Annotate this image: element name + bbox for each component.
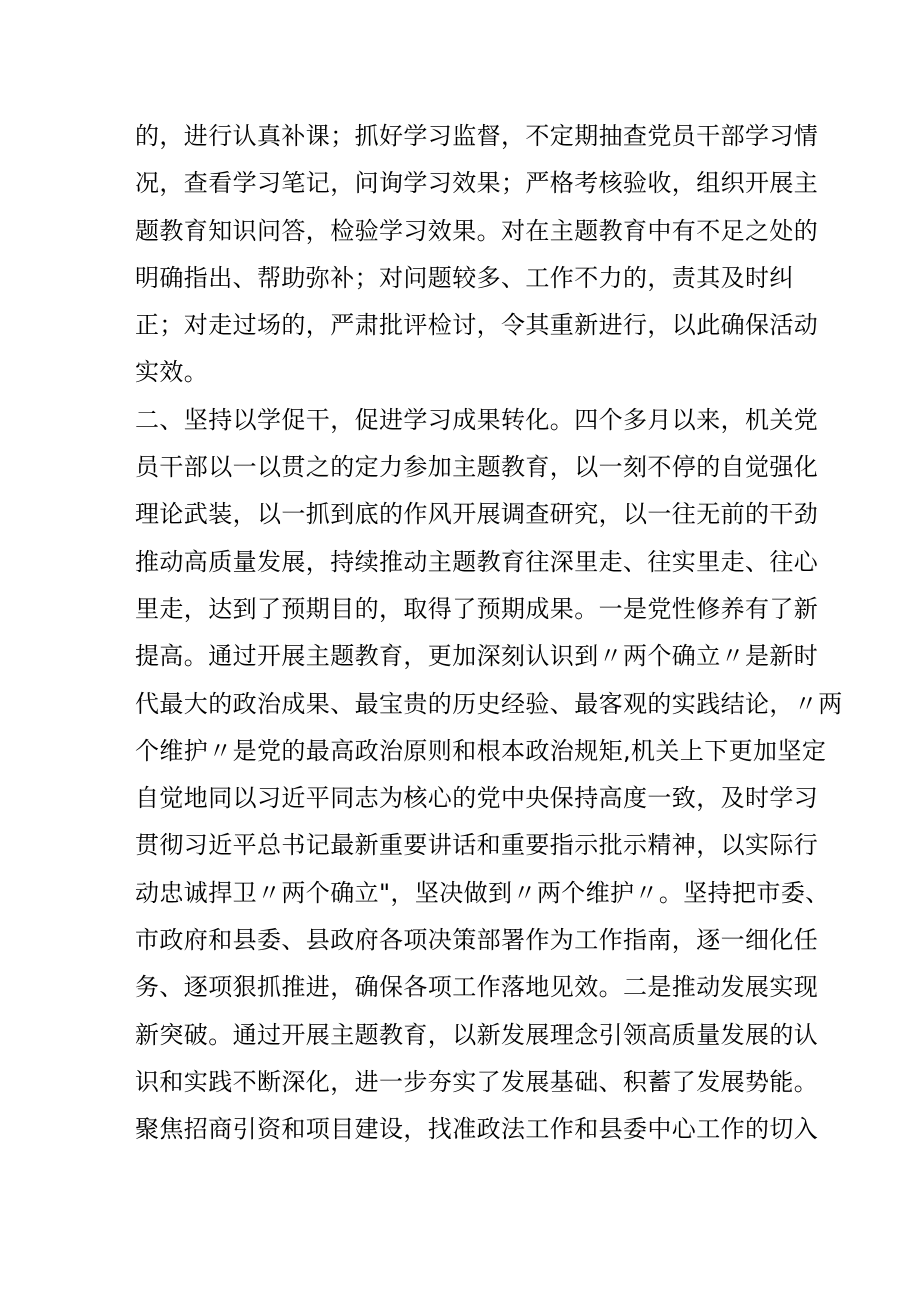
text-line: 实效。 [135, 358, 209, 387]
text-line: 代最大的政治成果、最宝贵的历史经验、最客观的实践结论，〃两 [135, 689, 843, 718]
text-line: 务、逐项狠抓推进，确保各项工作落地见效。二是推动发展实现 [135, 973, 819, 1002]
text-line: 自觉地同以习近平同志为核心的党中央保持高度一致，及时学习 [135, 784, 819, 813]
text-line: 市政府和县委、县政府各项决策部署作为工作指南，逐一细化任 [135, 926, 819, 955]
body-text [135, 113, 843, 1154]
text-line: 里走，达到了预期目的，取得了预期成果。一是党性修养有了新 [135, 594, 819, 623]
text-line: 提高。通过开展主题教育，更加深刻认识到〃两个确立〃是新时 [135, 642, 819, 671]
text-line: 识和实践不断深化，进一步夯实了发展基础、积蓄了发展势能。 [135, 1067, 819, 1096]
text-line: 个维护〃是党的最高政治原则和根本政治规矩,机关上下更加坚定 [135, 736, 827, 765]
text-line: 聚焦招商引资和项目建设，找准政法工作和县委中心工作的切入 [135, 1115, 819, 1144]
text-line: 题教育知识问答，检验学习效果。对在主题教育中有不足之处的 [135, 216, 819, 245]
text-line: 新突破。通过开展主题教育，以新发展理念引领高质量发展的认 [135, 1020, 819, 1049]
text-line: 员干部以一以贯之的定力参加主题教育，以一刻不停的自觉强化 [135, 453, 819, 482]
text-line: 动忠诚捍卫〃两个确立"，坚决做到〃两个维护〃。坚持把市委、 [135, 878, 830, 907]
text-line: 况，查看学习笔记，问询学习效果；严格考核验收，组织开展主 [135, 169, 819, 198]
text-line: 明确指出、帮助弥补；对问题较多、工作不力的，责其及时纠 [135, 263, 794, 292]
text-line: 贯彻习近平总书记最新重要讲话和重要指示批示精神，以实际行 [135, 831, 819, 860]
section-heading-line: 二、坚持以学促干，促进学习成果转化。四个多月以来，机关党 [135, 405, 819, 434]
text-line: 推动高质量发展，持续推动主题教育往深里走、往实里走、往心 [135, 547, 819, 576]
text-line: 理论武装，以一抓到底的作风开展调查研究，以一往无前的干劲 [135, 500, 819, 529]
text-line: 正；对走过场的，严肃批评检讨，令其重新进行，以此确保活动 [135, 311, 819, 340]
text-line: 的，进行认真补课；抓好学习监督，不定期抽查党员干部学习情 [135, 122, 819, 150]
